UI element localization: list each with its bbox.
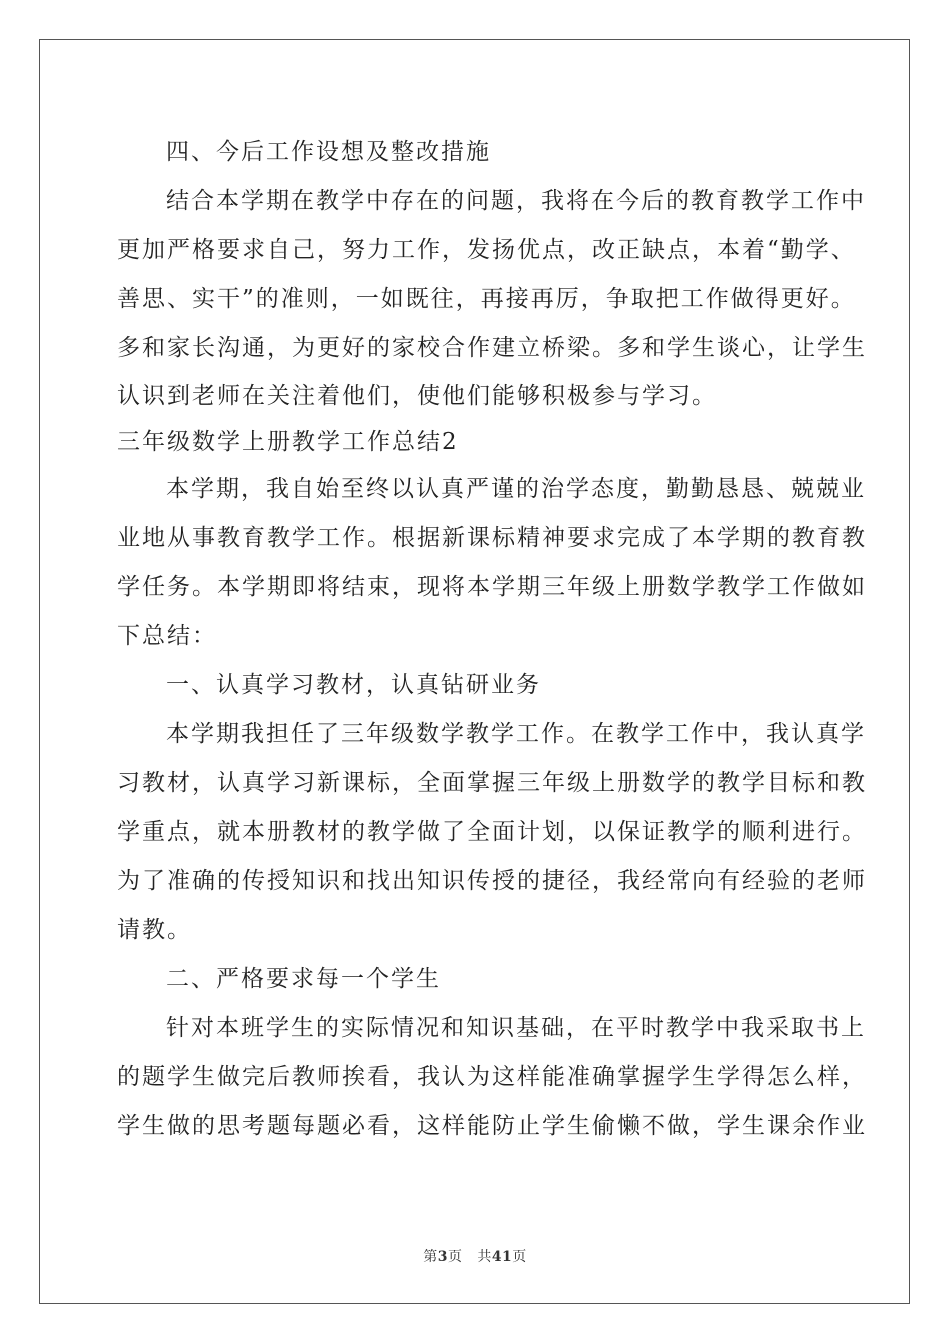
document-subtitle: 三年级数学上册教学工作总结2 xyxy=(117,429,459,455)
paragraph-line: 本学期我担任了三年级数学教学工作。在教学工作中，我认真学 xyxy=(166,721,866,747)
paragraph-line: 请教。 xyxy=(117,917,192,943)
section-heading: 一、认真学习教材，认真钻研业务 xyxy=(166,672,541,698)
paragraph-line: 结合本学期在教学中存在的问题，我将在今后的教育教学工作中 xyxy=(166,188,866,214)
page-prefix: 第 xyxy=(423,1249,438,1265)
paragraph-line: 习教材，认真学习新课标，全面掌握三年级上册数学的教学目标和教 xyxy=(117,770,867,796)
paragraph-line: 善思、实干”的准则，一如既往，再接再厉，争取把工作做得更好。 xyxy=(117,286,856,312)
page-number: 3 xyxy=(437,1249,448,1265)
paragraph-line: 业地从事教育教学工作。根据新课标精神要求完成了本学期的教育教 xyxy=(117,525,867,551)
paragraph-line: 更加严格要求自己，努力工作，发扬优点，改正缺点，本着“勤学、 xyxy=(117,237,856,263)
paragraph-line: 下总结： xyxy=(117,623,217,649)
paragraph-line: 认识到老师在关注着他们，使他们能够积极参与学习。 xyxy=(117,383,717,409)
paragraph-line: 学重点，就本册教材的教学做了全面计划，以保证教学的顺利进行。 xyxy=(117,819,867,845)
section-heading: 四、今后工作设想及整改措施 xyxy=(166,139,491,165)
paragraph-line: 本学期，我自始至终以认真严谨的治学态度，勤勤恳恳、兢兢业 xyxy=(166,476,866,502)
page-suffix: 页 xyxy=(447,1249,463,1265)
paragraph-line: 的题学生做完后教师挨看，我认为这样能准确掌握学生学得怎么样， xyxy=(117,1064,867,1090)
page-footer xyxy=(0,1246,950,1266)
paragraph-line: 多和家长沟通，为更好的家校合作建立桥梁。多和学生谈心，让学生 xyxy=(117,335,867,361)
document-body xyxy=(117,128,867,1151)
total-prefix: 共 xyxy=(477,1249,492,1265)
paragraph-line: 针对本班学生的实际情况和知识基础，在平时教学中我采取书上 xyxy=(166,1015,866,1041)
paragraph-line: 学任务。本学期即将结束，现将本学期三年级上册数学教学工作做如 xyxy=(117,574,867,600)
section-heading: 二、严格要求每一个学生 xyxy=(166,966,441,992)
paragraph-line: 学生做的思考题每题必看，这样能防止学生偷懒不做，学生课余作业 xyxy=(117,1113,867,1139)
total-pages: 41 xyxy=(491,1249,513,1265)
paragraph-line: 为了准确的传授知识和找出知识传授的捷径，我经常向有经验的老师 xyxy=(117,868,867,894)
total-suffix: 页 xyxy=(512,1249,527,1265)
